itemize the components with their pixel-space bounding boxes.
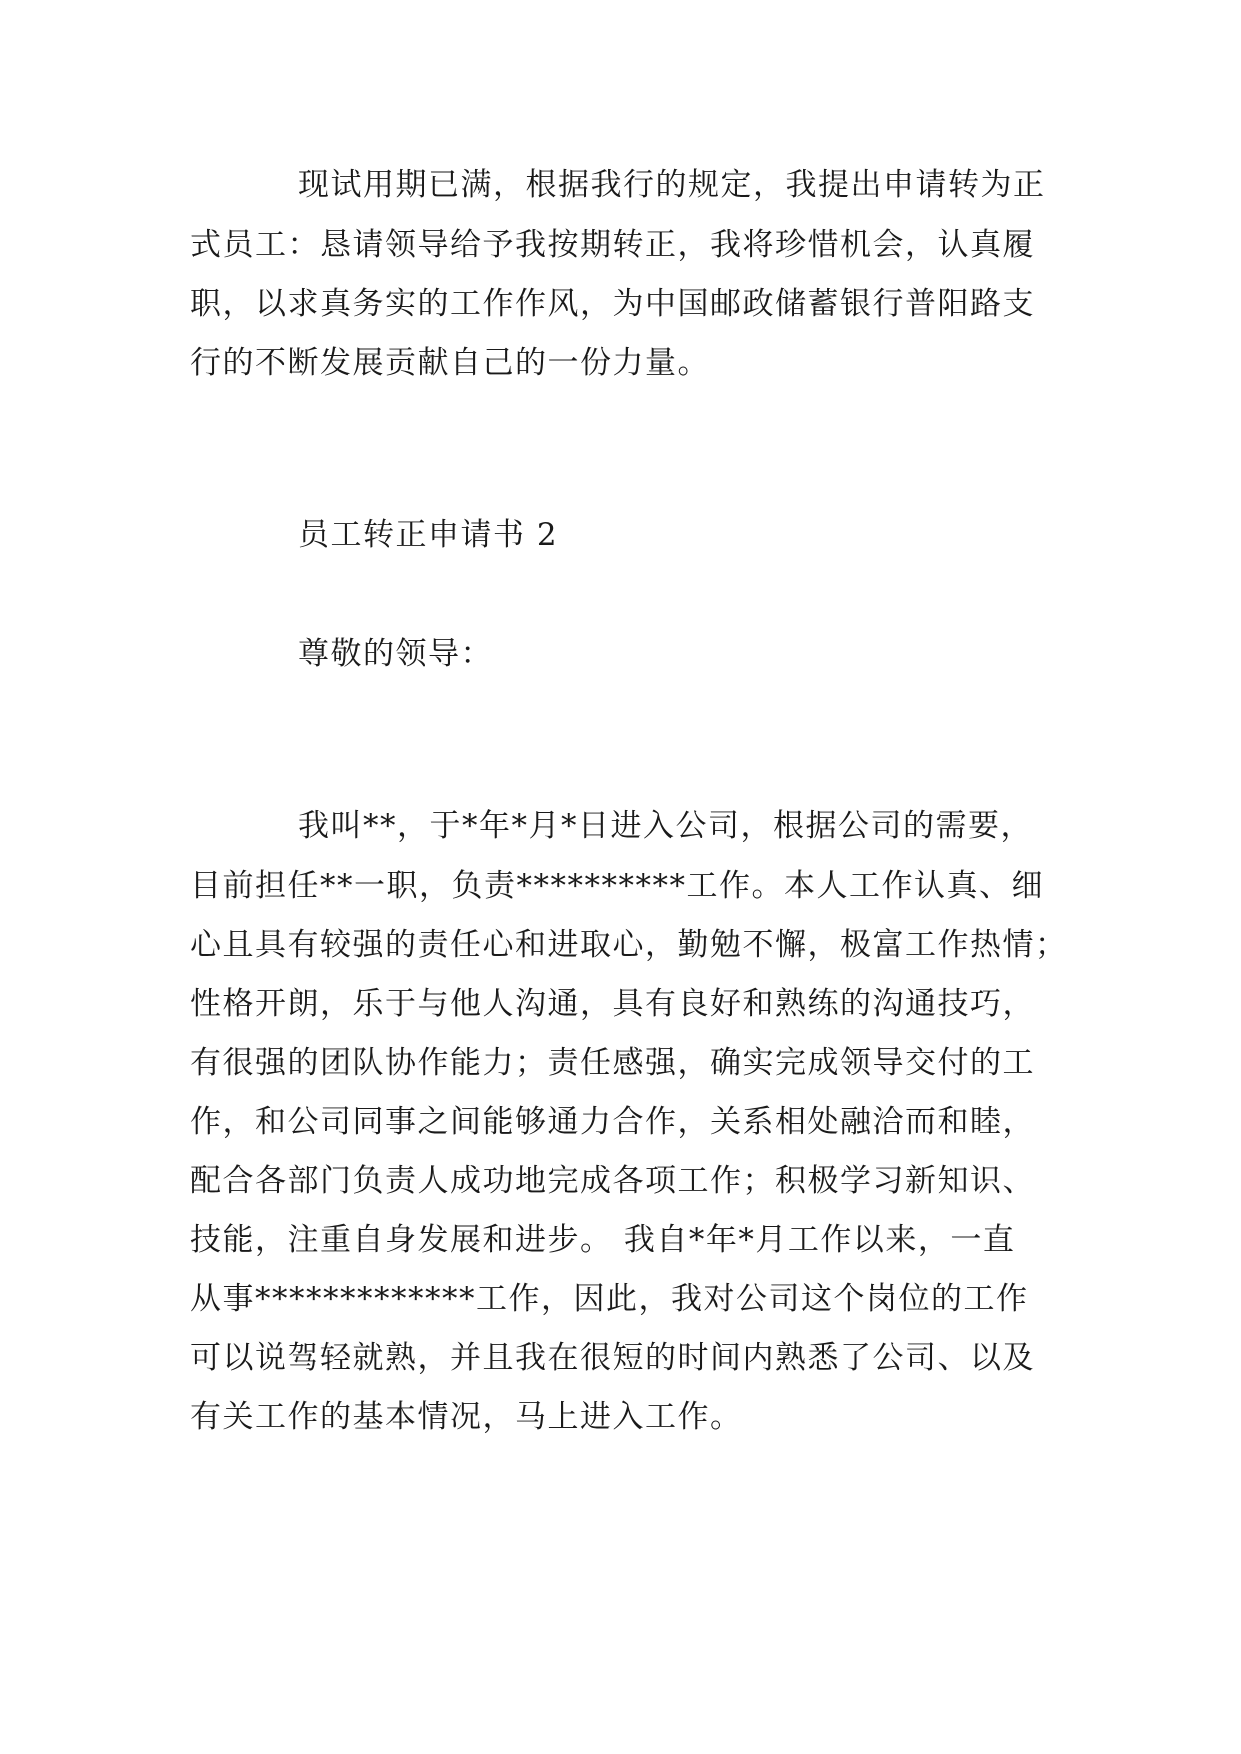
paragraph2-line-9: 从事*************工作，因此，我对公司这个岗位的工作 (190, 1281, 1029, 1317)
paragraph1-line-4: 行的不断发展贡献自己的一份力量。 (190, 345, 710, 381)
paragraph1-line-3: 职，以求真务实的工作作风，为中国邮政储蓄银行普阳路支 (190, 286, 1035, 322)
paragraph2-line-8: 技能，注重自身发展和进步。 我自*年*月工作以来，一直 (190, 1222, 1016, 1258)
paragraph2-line-2: 目前担任**一职，负责**********工作。本人工作认真、细 (190, 868, 1044, 904)
document-heading: 员工转正申请书 2 (298, 517, 559, 553)
paragraph2-line-7: 配合各部门负责人成功地完成各项工作；积极学习新知识、 (190, 1163, 1035, 1199)
salutation: 尊敬的领导： (298, 636, 493, 672)
paragraph1-line-1: 现试用期已满，根据我行的规定，我提出申请转为正 (298, 167, 1046, 203)
paragraph2-line-4: 性格开朗，乐于与他人沟通，具有良好和熟练的沟通技巧， (190, 986, 1035, 1022)
paragraph1-line-2: 式员工：恳请领导给予我按期转正，我将珍惜机会，认真履 (190, 227, 1035, 263)
paragraph2-line-3: 心且具有较强的责任心和进取心，勤勉不懈，极富工作热情； (190, 927, 1068, 963)
paragraph2-line-5: 有很强的团队协作能力；责任感强，确实完成领导交付的工 (190, 1045, 1035, 1081)
paragraph2-line-11: 有关工作的基本情况，马上进入工作。 (190, 1399, 743, 1435)
paragraph2-line-10: 可以说驾轻就熟，并且我在很短的时间内熟悉了公司、以及 (190, 1340, 1035, 1376)
paragraph2-line-1: 我叫**，于*年*月*日进入公司，根据公司的需要， (298, 808, 1033, 844)
paragraph2-line-6: 作，和公司同事之间能够通力合作，关系相处融洽而和睦， (190, 1104, 1035, 1140)
